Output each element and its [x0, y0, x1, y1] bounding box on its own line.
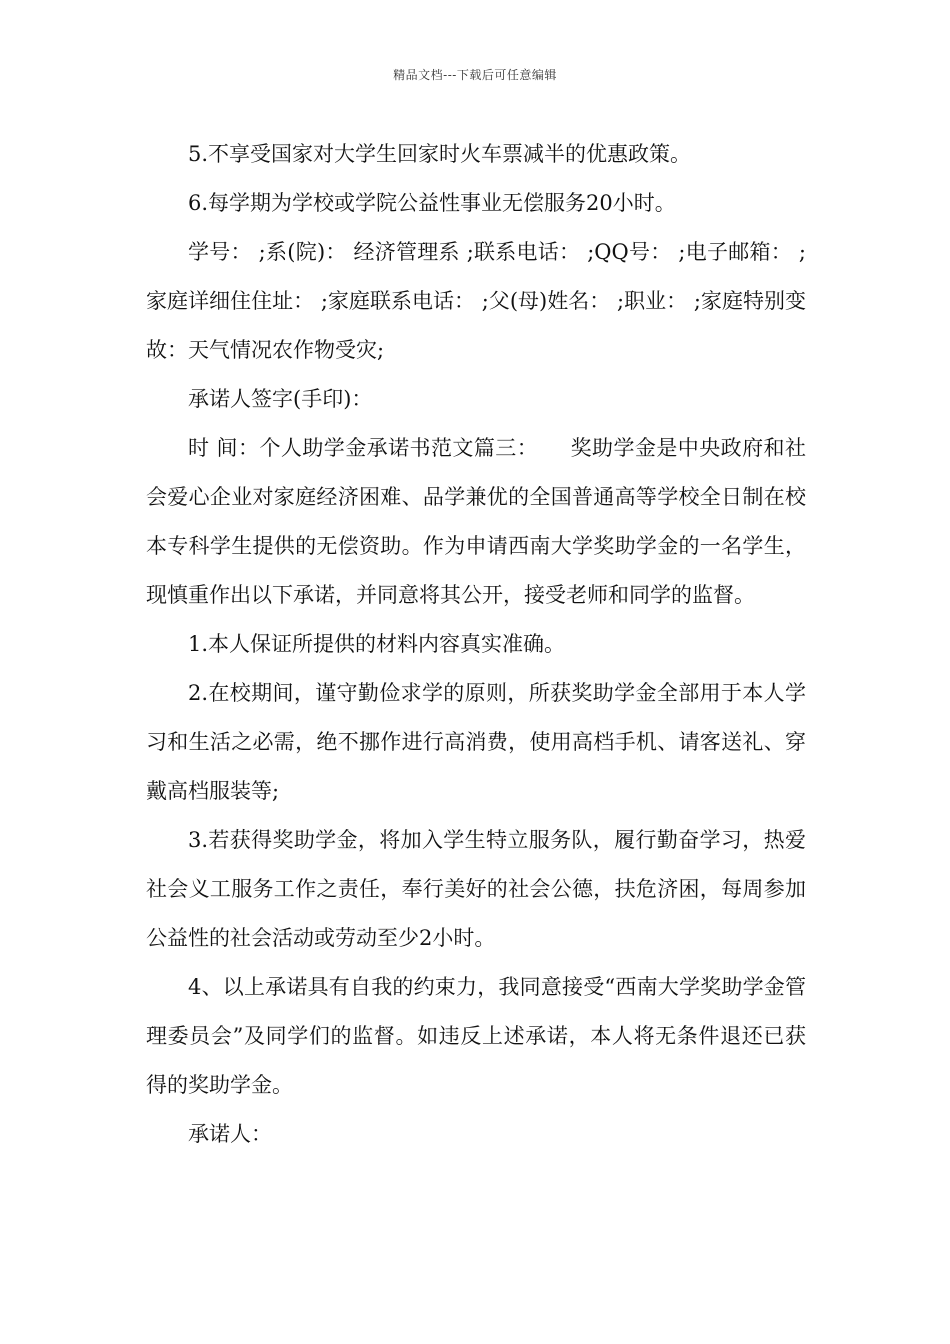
paragraph-student-info: 学号： ;系(院)： 经济管理系 ;联系电话： ;QQ号： ;电子邮箱： ;家庭详细住住址： ;家庭联系电话： ;父(母)姓名： ;职业： ;家庭特别变故：天气情况农作物受灾;	[146, 240, 806, 362]
paragraph-intro-section-three: 时 间：个人助学金承诺书范文篇三： 奖助学金是中央政府和社会爱心企业对家庭经济困难、品学兼优的全国普通高等学校全日制在校本专科学生提供的无偿资助。作为申请西南大学奖助学金的一名学生，现慎重作出以下承诺，并同意将其公开，接受老师和同学的监督。	[146, 436, 806, 607]
paragraph-commitment-4: 4、以上承诺具有自我的约束力，我同意接受“西南大学奖助学金管理委员会”及同学们的监督。如违反上述承诺，本人将无条件退还已获得的奖助学金。	[146, 975, 806, 1097]
paragraph-promisor: 承诺人：	[188, 1122, 272, 1146]
paragraph-item-6: 6.每学期为学校或学院公益性事业无偿服务20小时。	[188, 191, 676, 215]
paragraph-commitment-1: 1.本人保证所提供的材料内容真实准确。	[188, 632, 566, 656]
paragraph-item-5: 5.不享受国家对大学生回家时火车票减半的优惠政策。	[188, 142, 692, 166]
paragraph-signature: 承诺人签字(手印)：	[188, 387, 373, 411]
paragraph-commitment-3: 3.若获得奖助学金，将加入学生特立服务队，履行勤奋学习，热爱社会义工服务工作之责任，奉行美好的社会公德，扶危济困，每周参加公益性的社会活动或劳动至少2小时。	[146, 828, 806, 950]
document-body	[146, 130, 806, 1159]
page-header: 精品文档---下载后可任意编辑	[393, 68, 557, 82]
paragraph-commitment-2: 2.在校期间，谨守勤俭求学的原则，所获奖助学金全部用于本人学习和生活之必需，绝不挪作进行高消费，使用高档手机、请客送礼、穿戴高档服装等;	[146, 681, 806, 803]
